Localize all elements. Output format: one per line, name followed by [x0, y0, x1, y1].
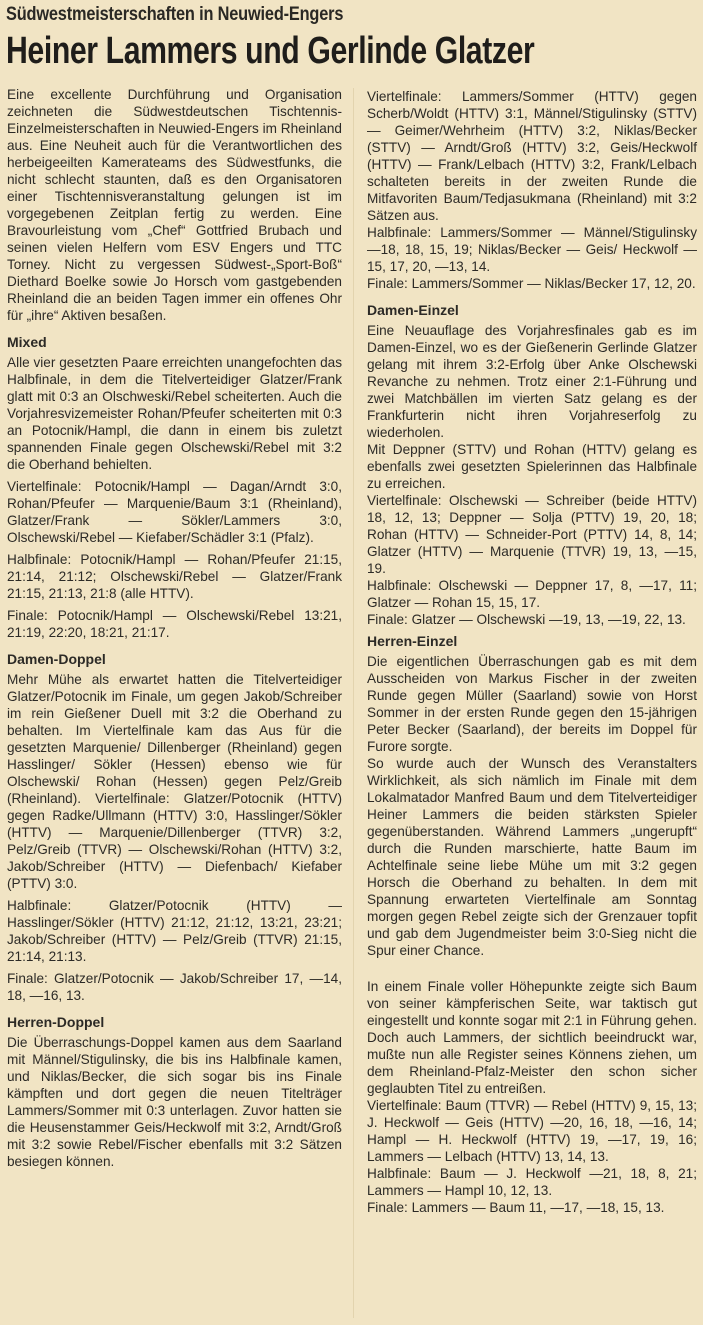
- herren-einzel-text3: In einem Finale voller Höhepunkte zeigte sich Baum von seiner kämpferischen Seite, war taktisch gut eingestellt und konnte sogar mit 2:1 in Führung gehen. Doch auch Lammers, der sichtlich beeindruckt war, mußte nun alle Register seines Könnens ziehen, um dem Rheinland-Pfalz-Meister den schon sicher geglaubten Titel zu entreißen.: [367, 979, 697, 1096]
- mixed-text: Alle vier gesetzten Paare erreichten unangefochten das Halbfinale, in dem die Titelverteidiger Glatzer/Frank glatt mit 0:3 an Olschweski/Rebel scheiterten. Auch die Vorjahresvizemeister Rohan/Pfeufer scheiterten mit 0:3 an Potocnik/Hampl, die dann in einem bis zuletzt spannenden Finale gegen Olschewski/Rebel mit 3:2 die Oberhand behielten.: [7, 355, 342, 472]
- herren-einzel-final: Finale: Lammers — Baum 11, —17, —18, 15, 13.: [367, 1200, 665, 1215]
- herren-einzel-quarterfinal: Viertelfinale: Baum (TTVR) — Rebel (HTTV) 9, 15, 13; J. Heckwolf — Geis (HTTV) —20, 16, 18, —16, 14; Hampl — H. Heckwolf (HTTV) 19, —17, 19, 16; Lammers — Lelbach (HTTV) 13, 14, 13.: [367, 1098, 697, 1164]
- mixed-final: Finale: Potocnik/Hampl — Olschewski/Rebel 13:21, 21:19, 22:20, 18:21, 21:17.: [7, 608, 342, 640]
- herren-doppel-text: Die Überraschungs-Doppel kamen aus dem Saarland mit Männel/Stigulinsky, die bis ins Halbfinale kamen, und Niklas/Becker, die sich sogar bis ins Finale kämpften und dort gegen die neuen Titelträger Lammers/Sommer mit 0:3 unterlagen. Zuvor hatten sie die Heusenstammer Geis/Heckwolf mit 3:2, Arndt/Groß mit 3:2 sowie Rebel/Fischer ebenfalls mit 3:2 Sätzen besiegen können.: [7, 1035, 342, 1169]
- right-column: [367, 88, 697, 1221]
- damen-einzel-text2: Mit Deppner (STTV) und Rohan (HTTV) gelang es ebenfalls zwei gesetzten Spielerinnen das Halbfinale zu erreichen.: [367, 442, 697, 491]
- left-column: [7, 86, 342, 1175]
- section-heading-mixed: Mixed: [7, 334, 47, 350]
- herren-einzel-text2: So wurde auch der Wunsch des Veranstalters Wirklichkeit, als sich nämlich im Finale mit dem Lokalmatador Manfred Baum und dem Titelverteidiger Heiner Lammers die beiden stärksten Spieler gegenüberstanden. Während Lammers „ungerupft“ durch die Runden marschierte, hatte Baum im Achtelfinale seine liebe Mühe um mit 3:2 gegen Horsch die Oberhand zu behalten. In dem mit Spannung erwarteten Viertelfinale am Sonntag morgen gegen Rebel zeigte sich der Grenzauer topfit und gab dem Jugendmeister beim 3:0-Sieg nicht die Spur einer Chance.: [367, 756, 697, 958]
- mixed-semifinal: Halbfinale: Potocnik/Hampl — Rohan/Pfeufer 21:15, 21:14, 21:12; Olschewski/Rebel — Glatzer/Frank 21:15, 21:13, 21:8 (alle HTTV).: [7, 552, 342, 601]
- column-divider: [353, 88, 354, 1318]
- herren-einzel-text: Die eigentlichen Überraschungen gab es mit dem Ausscheiden von Markus Fischer in der zweiten Runde gegen Müller (Saarland) sowie von Horst Sommer in der ersten Runde gegen den 15-jährigen Peter Becker (Saarland), der bereits im Doppel für Furore sorgte.: [367, 654, 697, 754]
- section-heading-herren-einzel: Herren-Einzel: [367, 633, 458, 649]
- damen-doppel-final: Finale: Glatzer/Potocnik — Jakob/Schreiber 17, —14, 18, —16, 13.: [7, 971, 342, 1003]
- herren-einzel-semifinal: Halbfinale: Baum — J. Heckwolf —21, 18, 8, 21; Lammers — Hampl 10, 12, 13.: [367, 1166, 697, 1198]
- section-heading-damen-einzel: Damen-Einzel: [367, 302, 459, 318]
- intro-paragraph: Eine excellente Durchführung und Organisation zeichneten die Südwestdeutschen Tischtennis-Einzelmeisterschaften in Neuwied-Engers im Rheinland aus. Eine Neuheit auch für die Verantwortlichen des herbeigeeilten Kamerateams des Südwestfunks, die nicht schlecht staunten, daß es den Organisatoren einer Tischtennisveranstaltung gelungen ist im vorgegebenen Zeitplan fertig zu werden. Eine Bravourleistung vom „Chef“ Gottfried Brubach und seinen vielen Helfern vom ESV Engers und TTC Torney. Nicht zu vergessen Südwest-„Sport-Boß“ Diethard Boelke sowie Jo Horsch vom gastgebenden Rheinland die an beiden Tagen immer ein offenes Ohr für „ihre“ Aktiven besaßen.: [7, 87, 342, 323]
- section-heading-damen-doppel: Damen-Doppel: [7, 651, 106, 667]
- herren-doppel-quarterfinal: Viertelfinale: Lammers/Sommer (HTTV) gegen Scherb/Woldt (HTTV) 3:1, Männel/Stigulinsky (STTV) — Geimer/Wehrheim (HTTV) 3:2, Niklas/Becker (STTV) — Arndt/Groß (HTTV) 3:2, Geis/Heckwolf (HTTV) — Frank/Lelbach (HTTV) 3:2, Frank/Lelbach schalteten bereits in der zweiten Runde die Mitfavoriten Baum/Tedjasukmana (Rheinland) mit 3:2 Sätzen aus.: [367, 89, 697, 223]
- headline: Heiner Lammers und Gerlinde Glatzer: [6, 30, 535, 72]
- herren-doppel-semifinal: Halbfinale: Lammers/Sommer — Männel/Stigulinsky —18, 18, 15, 19; Niklas/Becker — Geis/ Heckwolf —15, 17, 20, —13, 14.: [367, 225, 697, 274]
- mixed-quarterfinal: Viertelfinale: Potocnik/Hampl — Dagan/Arndt 3:0, Rohan/Pfeufer — Marquenie/Baum 3:1 (Rheinland), Glatzer/Frank — Sökler/Lammers 3:0, Olschewski/Rebel — Kiefaber/Schädler 3:1 (Pfalz).: [7, 479, 342, 545]
- herren-doppel-final: Finale: Lammers/Sommer — Niklas/Becker 17, 12, 20.: [367, 276, 696, 291]
- damen-einzel-quarterfinal: Viertelfinale: Olschewski — Schreiber (beide HTTV) 18, 12, 13; Deppner — Solja (PTTV) 19, 20, 18; Rohan (HTTV) — Schneider-Port (PTTV) 14, 8, 14; Glatzer (HTTV) — Marquenie (TTVR) 19, 13, —15, 19.: [367, 493, 697, 576]
- section-heading-herren-doppel: Herren-Doppel: [7, 1014, 105, 1030]
- damen-einzel-final: Finale: Glatzer — Olschewski —19, 13, —19, 22, 13.: [367, 612, 686, 627]
- kicker: Südwestmeisterschaften in Neuwied-Engers: [6, 4, 344, 25]
- damen-einzel-text: Eine Neuauflage des Vorjahresfinales gab es im Damen-Einzel, wo es der Gießenerin Gerlinde Glatzer gelang mit ihrem 3:2-Erfolg über Anke Olschewski Revanche zu nehmen. Trotz einer 2:1-Führung und zwei Matchbällen im vierten Satz gelang es der Frankfurterin nicht ihren Vorjahreserfolg zu wiederholen.: [367, 323, 697, 440]
- damen-doppel-text: Mehr Mühe als erwartet hatten die Titelverteidiger Glatzer/Potocnik im Finale, um gegen Jakob/Schreiber im rein Gießener Duell mit 3:2 die Oberhand zu behalten. Im Viertelfinale kam das Aus für die gesetzten Marquenie/ Dillenberger (Rheinland) gegen Hasslinger/ Sökler (Hessen) ebenso wie für Olschewski/ Rohan (Hessen) gegen Pelz/Greib (Rheinland). Viertelfinale: Glatzer/Potocnik (HTTV) gegen Radke/Ullmann (HTTV) 3:0, Hasslinger/Sökler (HTTV) — Marquenie/Dillenberger (TTVR) 3:2, Pelz/Greib (TTVR) — Olschewski/Rohan (HTTV) 3:2, Jakob/Schreiber (HTTV) — Diefenbach/ Kiefaber (PTTV) 3:0.: [7, 672, 342, 891]
- damen-doppel-semifinal: Halbfinale: Glatzer/Potocnik (HTTV) — Hasslinger/Sökler (HTTV) 21:12, 21:12, 13:21, 23:21; Jakob/Schreiber (HTTV) — Pelz/Greib (TTVR) 21:15, 21:14, 21:13.: [7, 898, 342, 964]
- damen-einzel-semifinal: Halbfinale: Olschewski — Deppner 17, 8, —17, 11; Glatzer — Rohan 15, 15, 17.: [367, 578, 697, 610]
